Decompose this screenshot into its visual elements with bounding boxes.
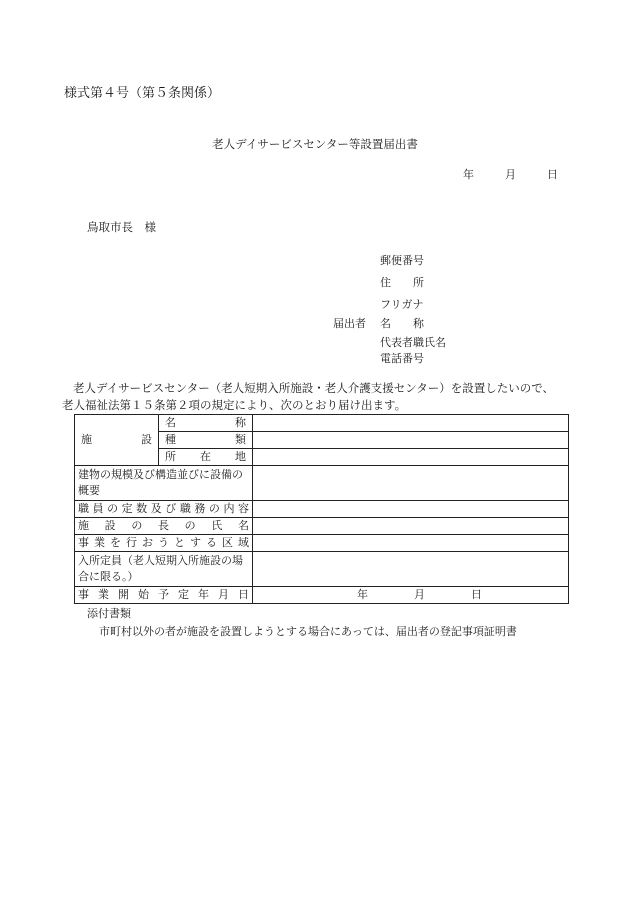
date-month-label: 月 bbox=[505, 168, 516, 181]
phone-label: 電話番号 bbox=[380, 352, 424, 365]
facility-type-label: 種類 bbox=[159, 432, 253, 449]
director-label: 施設の長の氏名 bbox=[75, 518, 253, 535]
form-number: 様式第４号（第５条関係） bbox=[64, 86, 221, 101]
attachments-title: 添付書類 bbox=[87, 607, 131, 620]
director-value[interactable] bbox=[253, 518, 569, 535]
name-label: 名 称 bbox=[380, 317, 424, 330]
representative-label: 代表者職氏名 bbox=[380, 336, 446, 349]
facility-location-value[interactable] bbox=[253, 449, 569, 466]
document-title: 老人デイサービスセンター等設置届出書 bbox=[212, 137, 418, 151]
table-row bbox=[75, 466, 569, 501]
service-area-value[interactable] bbox=[253, 535, 569, 552]
building-overview-label: 建物の規模及び構造並びに設備の概要 bbox=[75, 466, 253, 501]
addressee: 鳥取市長 様 bbox=[87, 220, 156, 234]
staff-value[interactable] bbox=[253, 501, 569, 518]
facility-type-value[interactable] bbox=[253, 432, 569, 449]
building-overview-value[interactable] bbox=[253, 466, 569, 501]
facility-table bbox=[74, 414, 569, 604]
table-row bbox=[75, 535, 569, 552]
attachments-item: 市町村以外の者が施設を設置しようとする場合にあっては、届出者の登記事項証明書 bbox=[99, 625, 517, 638]
date-year-label: 年 bbox=[463, 168, 474, 181]
postal-code-label: 郵便番号 bbox=[380, 254, 424, 267]
table-row bbox=[75, 501, 569, 518]
date-day-label: 日 bbox=[547, 168, 558, 181]
facility-header-cell: 施設 bbox=[75, 415, 159, 466]
table-row bbox=[75, 518, 569, 535]
facility-location-label: 所在地 bbox=[159, 449, 253, 466]
facility-name-value[interactable] bbox=[253, 415, 569, 432]
address-label: 住 所 bbox=[380, 276, 424, 289]
capacity-label: 入所定員（老人短期入所施設の場合に限る。） bbox=[75, 552, 253, 587]
table-row bbox=[75, 415, 569, 432]
service-area-label: 事業を行おうとする区域 bbox=[75, 535, 253, 552]
furigana-label: フリガナ bbox=[380, 298, 424, 311]
table-row bbox=[75, 552, 569, 587]
applicant-label: 届出者 bbox=[333, 317, 366, 330]
start-year-label: 年 bbox=[357, 588, 368, 601]
start-month-label: 月 bbox=[414, 588, 425, 601]
facility-name-label: 名称 bbox=[159, 415, 253, 432]
staff-label: 職員の定数及び職務の内容 bbox=[75, 501, 253, 518]
capacity-value[interactable] bbox=[253, 552, 569, 587]
submission-date bbox=[463, 166, 558, 182]
start-day-label: 日 bbox=[471, 588, 482, 601]
start-date-label: 事業開始予定年月日 bbox=[75, 587, 253, 604]
body-text: 老人デイサービスセンター（老人短期入所施設・老人介護支援センター）を設置したいので、老人福祉法第１５条第２項の規定により、次のとおり届け出ます。 bbox=[62, 381, 555, 412]
start-date-value[interactable] bbox=[253, 587, 569, 604]
table-row bbox=[75, 587, 569, 604]
